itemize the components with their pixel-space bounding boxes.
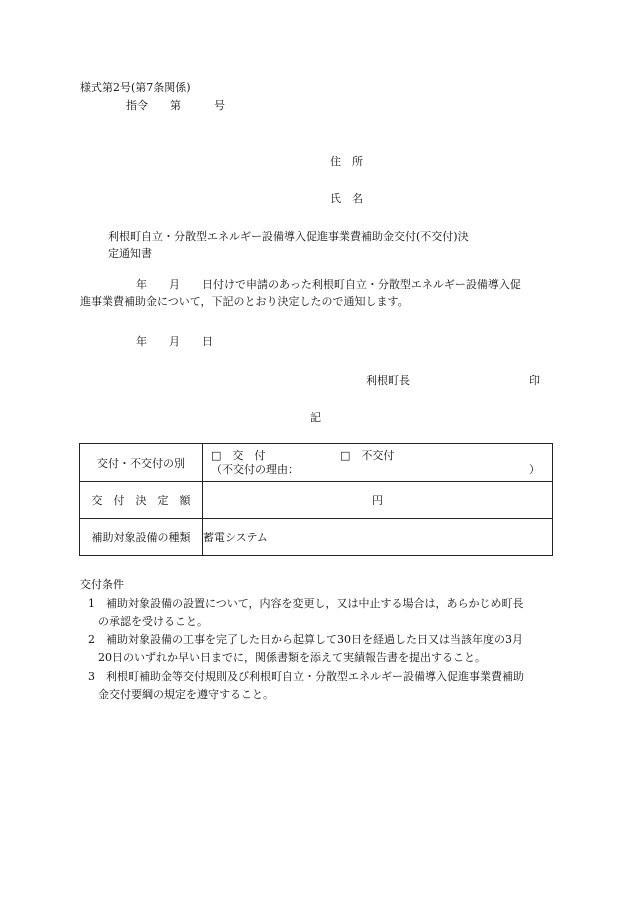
body-line-1-text: 年 月 日付けで申請のあった利根町自立・分散型エネルギー設備導入促 [136, 278, 521, 291]
condition-text [80, 668, 558, 704]
body-line-2: 進事業費補助金について，下記のとおり決定したので通知します。 [80, 295, 409, 308]
title-line-1: 利根町自立・分散型エネルギー設備導入促進事業費補助金交付(不交付)決 [108, 230, 469, 243]
title-line-2: 定通知書 [108, 247, 152, 260]
grant-options [203, 449, 552, 463]
decision-amount-value: 円 [203, 482, 553, 519]
seal-mark: 印 [529, 374, 540, 387]
equipment-type-value: 蓄電システム [203, 519, 553, 556]
form-number: 様式第2号(第7条関係) [80, 81, 191, 94]
nongrant-checkbox[interactable]: □ 不交付 [340, 448, 395, 462]
name-label: 氏 名 [330, 192, 363, 205]
order-number: 指令 第 号 [126, 99, 225, 112]
grant-type-cell [203, 444, 553, 482]
ki-heading: 記 [310, 411, 321, 424]
reason-label: （不交付の理由： [211, 462, 299, 476]
conditions-heading: 交付条件 [80, 578, 124, 591]
body-line-1 [80, 276, 555, 293]
table-row [80, 444, 553, 482]
table-row [80, 482, 553, 519]
condition-text [80, 595, 558, 631]
condition-line-1: 補助対象設備の設置について，内容を変更し，又は中止する場合は，あらかじめ町長 [106, 597, 524, 610]
grant-checkbox[interactable]: □ 交 付 [211, 448, 266, 462]
notice-body [80, 276, 555, 310]
document-title [108, 228, 469, 262]
decision-amount-label: 交 付 決 定 額 [80, 482, 203, 519]
issuer-title: 利根町長 [366, 374, 410, 387]
decision-table [79, 443, 553, 556]
condition-line-1: 補助対象設備の工事を完了した日から起算して30日を経過した日又は当該年度の3月 [106, 633, 523, 646]
condition-text [80, 631, 558, 667]
condition-line-2: の承認を受けること。 [98, 615, 208, 628]
condition-item [80, 668, 558, 704]
notice-date: 年 月 日 [136, 335, 213, 348]
condition-number: 2 [88, 633, 95, 646]
address-label: 住 所 [330, 155, 363, 168]
grant-type-label: 交付・不交付の別 [80, 444, 203, 482]
condition-number: 3 [88, 670, 95, 683]
nongrant-reason [203, 463, 552, 477]
equipment-type-label: 補助対象設備の種類 [80, 519, 203, 556]
condition-line-2: 20日のいずれか早い日までに，関係書類を添えて実績報告書を提出すること。 [98, 651, 486, 664]
reason-close: ） [529, 462, 540, 476]
condition-item [80, 631, 558, 667]
condition-number: 1 [88, 597, 95, 610]
table-row [80, 519, 553, 556]
condition-line-2: 金交付要綱の規定を遵守すること。 [98, 688, 274, 701]
condition-item [80, 595, 558, 631]
condition-line-1: 利根町補助金等交付規則及び利根町自立・分散型エネルギー設備導入促進事業費補助 [106, 670, 524, 683]
